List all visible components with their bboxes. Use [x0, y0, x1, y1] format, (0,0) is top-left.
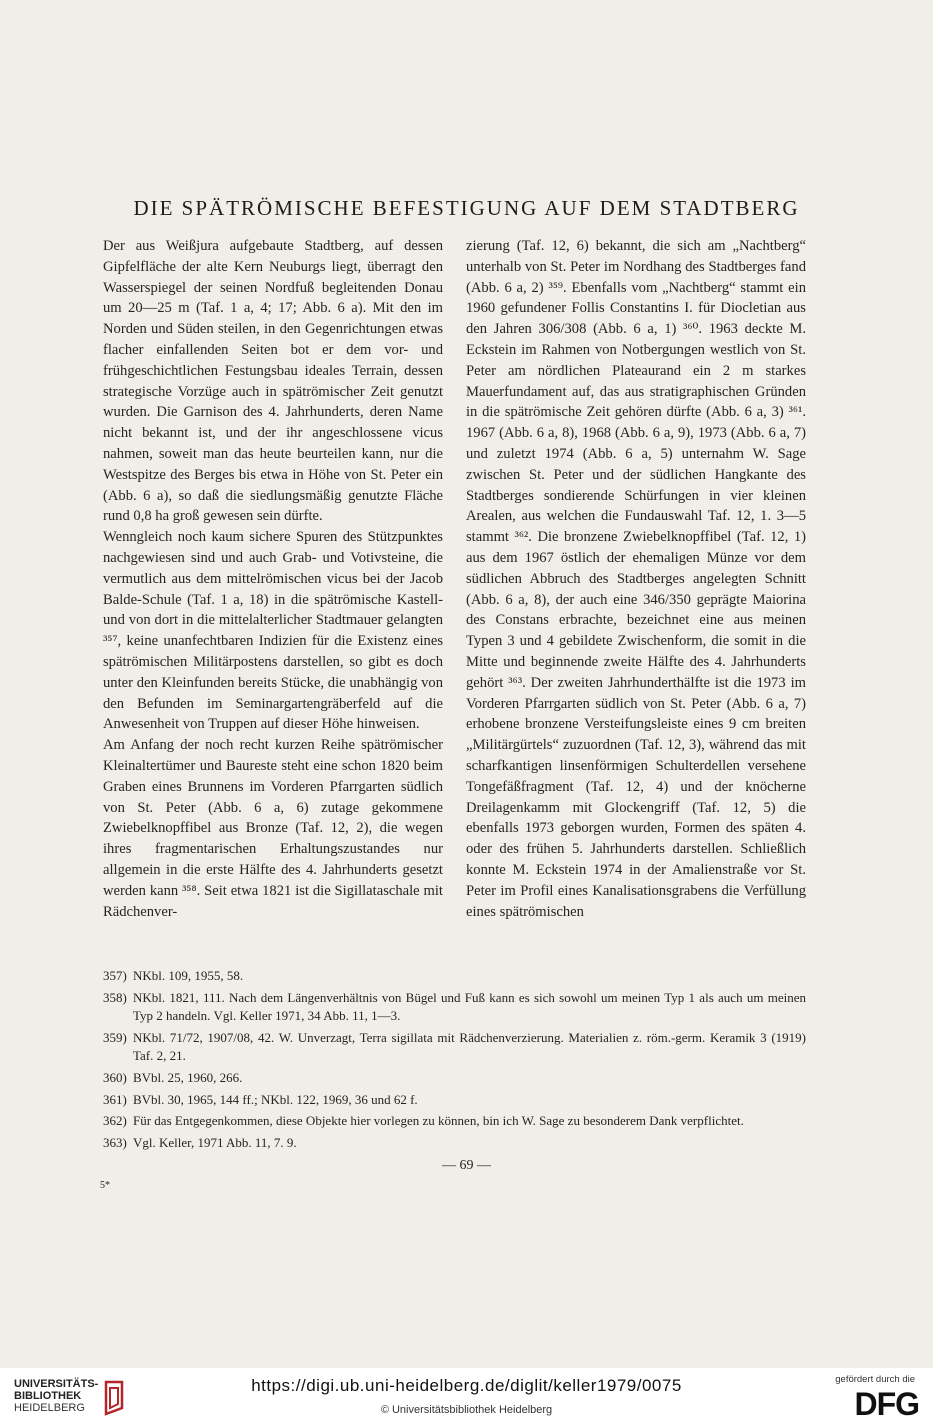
copyright-notice: © Universitätsbibliothek Heidelberg	[380, 1404, 553, 1416]
paragraph: Wenngleich noch kaum sichere Spuren des Stützpunktes nachgewiesen sind und auch Grab- und Votivsteine, die vermutlich aus dem mittelrömischen vicus bei der Jacob Balde-Schule (Taf. 1 a, 18) in die spätrömische Kastell- und von dort in die mittelalterlicher Stadtmauer gelangten ³⁵⁷, keine unanfechtbaren Indizien für die Existenz eines spätrömischen Militärpostens darstellen, so gibt es doch unter den Kleinfunden bereits Stücke, die unabhängig von den Befunden im Seminargartengräberfeld auf die Anwesenheit von Truppen auf dieser Höhe hinweisen.	[103, 529, 443, 733]
footnote-number: 361)	[103, 1091, 127, 1107]
footnote	[103, 1112, 806, 1131]
footnote-number: 360)	[103, 1069, 127, 1085]
permalink-url[interactable]: https://digi.ub.uni-heidelberg.de/diglit/keller1979/0075	[251, 1376, 682, 1395]
footnote-text: BVbl. 30, 1965, 144 ff.; NKbl. 122, 1969, 36 und 62 f.	[133, 1091, 418, 1107]
footnote	[103, 1029, 806, 1066]
footnote-number: 357)	[103, 968, 127, 983]
paragraph: zierung (Taf. 12, 6) bekannt, die sich am „Nachtberg“ unterhalb von St. Peter im Nordhang des Stadtberges fand (Abb. 6 a, 2) ³⁵⁹. Ebenfalls vom „Nachtberg“ stammt ein 1960 gefundener Follis Constantins I. für Diocletian aus den Jahren 306/308 (Abb. 6 a, 1) ³⁶⁰. 1963 deckte M. Eckstein im Rahmen von Notbergungen westlich von St. Peter am nördlichen Plateaurand ein 2 m starkes Mauerfundament auf, das aus stratigraphischen Gründen in die spätrömische Zeit gehören dürfte (Abb. 6 a, 3) ³⁶¹. 1967 (Abb. 6 a, 8), 1968 (Abb. 6 a, 9), 1973 (Abb. 6 a, 7) und zuletzt 1974 (Abb. 6 a, 5) unternahm W. Sage zwischen St. Peter und der südlichen Hangkante des Stadtberges sondierende Schürfungen in vier kleinen Arealen, aus welchen die Fundauswahl Taf. 12, 1. 3—5 stammt ³⁶². Die bronzene Zwiebelknopffibel (Taf. 12, 1) aus dem 1967 östlich der ehemaligen Münze vor dem südlichen Abbruch des Stadtberges angelegten Schnitt (Abb. 6 a, 8), der auch eine 346/350 geprägte Maiorina des Constans erbrachte, bezeichnet eine aus meinen Typen 3 und 4 gebildete Zwischenform, die somit in die Mitte und beginnende zweite Hälfte des 4. Jahrhunderts gehört ³⁶³. Der zweiten Jahrhunderthälfte ist die 1973 im Vorderen Pfarrgarten südlich von St. Peter (Abb. 6 a, 7) erhobene bronzene Versteifungsleiste eines 9 cm breiten „Militärgürtels“ zuzuordnen (Taf. 12, 3), während das mit scharfkantigen linsenförmigen Schulterdellen versehene Tongefäßfragment (Taf. 12, 4) und der knöcherne Dreilagenkamm mit Glockengriff (Taf. 12, 5) die ebenfalls 1973 geborgen wurden, Formen des späten 4. oder des frühen 5. Jahrhunderts darstellen. Schließlich konnte M. Eckstein 1974 in der Amalienstraße vor St. Peter im Profil eines Kanalisationsgrabens die Verfüllung eines spätrömischen	[466, 238, 806, 920]
footnote-number: 362)	[103, 1113, 127, 1129]
footnote-number: 359)	[103, 1029, 127, 1045]
funding-label: gefördert durch die	[835, 1374, 915, 1385]
library-line: BIBLIOTHEK	[14, 1390, 82, 1402]
page-number: — 69 —	[442, 1158, 491, 1173]
dfg-logo: DFG	[854, 1386, 919, 1422]
footnote-number: 358)	[103, 989, 127, 1005]
left-column	[103, 236, 443, 922]
paragraph: Am Anfang der noch recht kurzen Reihe spätrömischer Kleinaltertümer und Baureste steht eine schon 1820 beim Graben eines Brunnens im Vorderen Pfarrgarten südlich von St. Peter (Abb. 6 a, 6) zutage gekommene Zwiebelknopffibel aus Bronze (Taf. 12, 2), die wegen ihres fragmentarischen Erhaltungszustandes nur allgemein in die erste Hälfte des 4. Jahrhunderts gesetzt werden kann ³⁵⁸. Seit etwa 1821 ist die Sigillataschale mit Rädchenver-	[103, 737, 443, 920]
footnotes	[103, 967, 806, 1155]
footnote-text: NKbl. 109, 1955, 58.	[133, 968, 244, 983]
footnote	[103, 1091, 806, 1110]
footnote	[103, 989, 806, 1026]
right-column	[466, 236, 806, 922]
footnote	[103, 1069, 806, 1088]
viewer-footer	[0, 1368, 933, 1428]
footnote-text: Für das Entgegenkommen, diese Objekte hier vorlegen zu können, bin ich W. Sage zu besonderem Dank verpflichtet.	[133, 1113, 744, 1129]
footnote-text: BVbl. 25, 1960, 266.	[133, 1069, 243, 1085]
footnote-number: 363)	[103, 1134, 127, 1150]
footnote	[103, 1134, 806, 1153]
library-line: UNIVERSITÄTS-	[14, 1378, 99, 1390]
paragraph: Der aus Weißjura aufgebaute Stadtberg, auf dessen Gipfelfläche der alte Kern Neuburgs liegt, überragt den Wasserspiegel der seinen Nordfuß begleitenden Donau um 20—25 m (Taf. 1 a, 4; 17; Abb. 6 a). Mit den im Norden und Süden steilen, in den Gegenrichtungen etwas flacher einfallenden Seiten bot er dem vor- und frühgeschichtlichen Festungsbau ideales Terrain, dessen strategische Vorzüge auch in spätrömischer Zeit genutzt wurden. Die Garnison des 4. Jahrhunderts, deren Name nicht bekannt ist, und der ihr angeschlossene vicus nahmen, soweit man das heute beurteilen kann, nur die Westspitze des Berges bis etwa in Höhe von St. Peter ein (Abb. 6 a), so daß die siedlungsmäßig genutzte Fläche rund 0,8 ha groß gewesen sein dürfte.	[103, 238, 443, 525]
footnote-text: NKbl. 71/72, 1907/08, 42. W. Unverzagt, Terra sigillata mit Rädchenverzierung. Materialien z. röm.-germ. Keramik 3 (1919) Taf. 2, 21.	[133, 1029, 806, 1064]
page-title: DIE SPÄTRÖMISCHE BEFESTIGUNG AUF DEM STADTBERG	[133, 196, 800, 220]
library-line: HEIDELBERG	[14, 1402, 85, 1414]
footnote-text: Vgl. Keller, 1971 Abb. 11, 7. 9.	[133, 1134, 297, 1150]
footnote	[103, 967, 806, 986]
footnote-text: NKbl. 1821, 111. Nach dem Längenverhältnis von Bügel und Fuß kann es sich sowohl um meinen Typ 1 als auch um meinen Typ 2 handeln. Vgl. Keller 1971, 34 Abb. 11, 1—3.	[133, 989, 806, 1024]
signature-mark: 5*	[100, 1180, 110, 1191]
